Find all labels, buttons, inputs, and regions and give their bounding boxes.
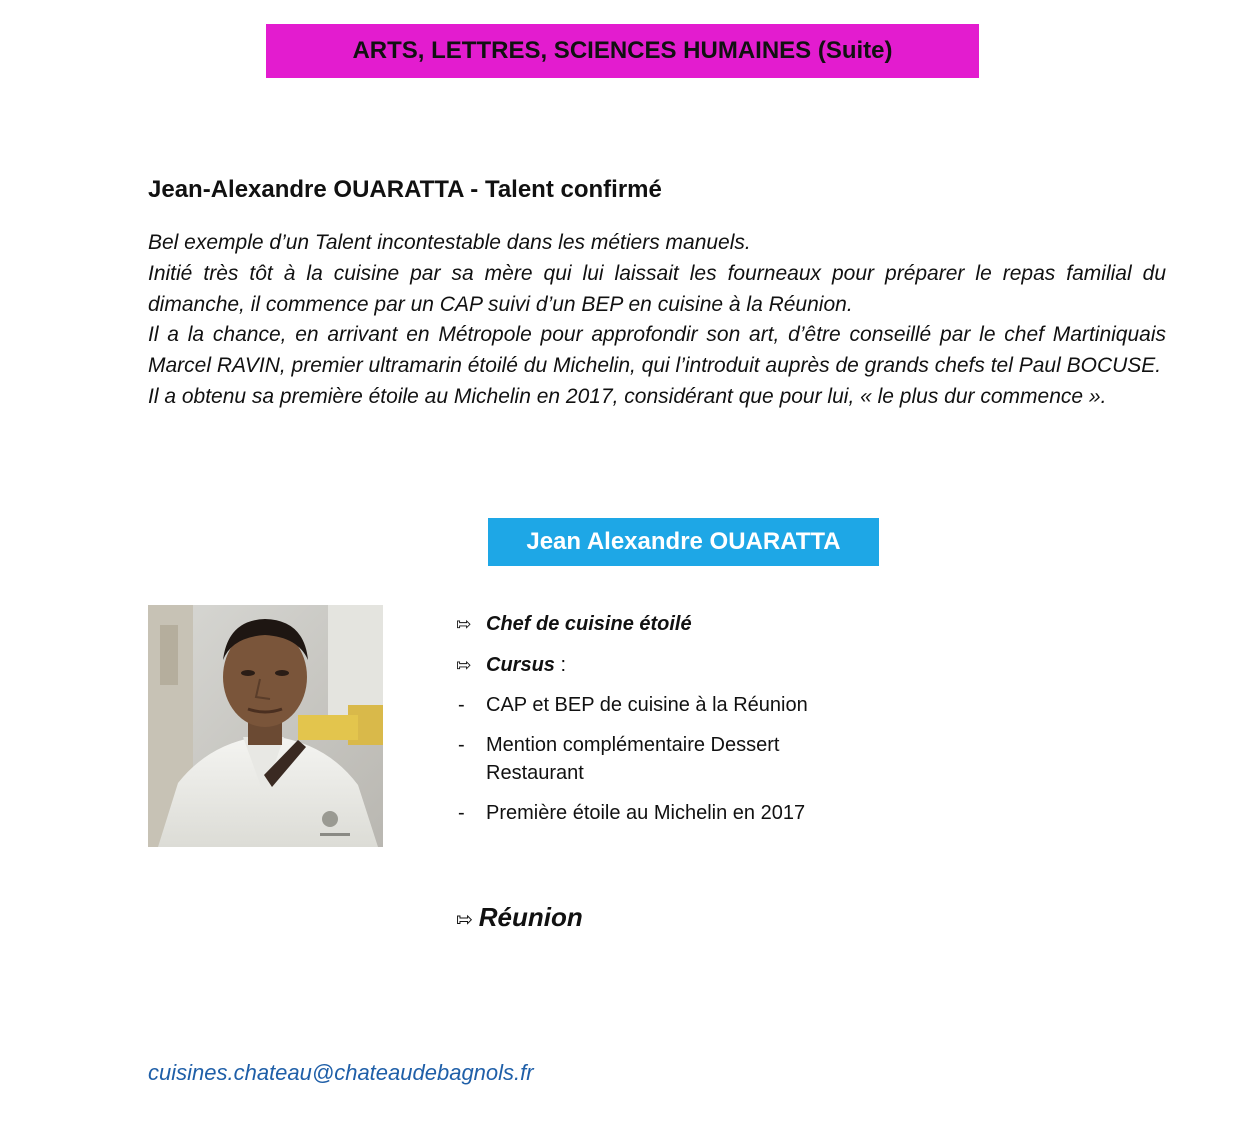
- role-item: [456, 610, 876, 638]
- article-paragraph: Initié très tôt à la cuisine par sa mère qui lui laissait les fourneaux pour préparer le repas familial du dimanche, il commence par un CAP suivi d’un BEP en cuisine à la Réunion.: [148, 261, 1166, 316]
- hollow-arrow-icon: ⇰: [456, 909, 473, 931]
- cursus-suffix: :: [554, 654, 567, 676]
- course-list-item: [456, 691, 876, 719]
- section-banner: [266, 24, 979, 78]
- article-body: [148, 228, 1166, 413]
- course-text: Mention complémentaire Dessert Restaurant: [486, 734, 780, 784]
- profile-name: Jean Alexandre OUARATTA: [526, 528, 841, 555]
- contact-email-link[interactable]: cuisines.chateau@chateaudebagnols.fr: [148, 1060, 534, 1085]
- chef-portrait-photo: [148, 605, 383, 847]
- dash-bullet: -: [458, 734, 465, 756]
- region-text: Réunion: [478, 902, 583, 932]
- cursus-heading: [456, 651, 876, 679]
- article-paragraph: Bel exemple d’un Talent incontestable dans les métiers manuels.: [148, 231, 751, 254]
- cursus-label: Cursus: [486, 654, 555, 676]
- article-title: Jean-Alexandre OUARATTA - Talent confirmé: [148, 176, 662, 203]
- article-paragraph: Il a la chance, en arrivant en Métropole pour approfondir son art, d’être conseillé par le chef Martiniquais Marcel RAVIN, premier ultramarin étoilé du Michelin, qui l’introduit auprès de grands chefs tel Paul BOCUSE.: [148, 323, 1166, 378]
- hollow-arrow-icon: ⇰: [456, 614, 472, 634]
- profile-name-box: [488, 518, 879, 566]
- dash-bullet: -: [458, 802, 465, 824]
- profile-info: [456, 610, 876, 839]
- course-list-item: [456, 799, 876, 827]
- hollow-arrow-icon: ⇰: [456, 655, 472, 675]
- region-line: [456, 900, 583, 937]
- course-text: Première étoile au Michelin en 2017: [486, 802, 806, 824]
- course-text: CAP et BEP de cuisine à la Réunion: [486, 694, 808, 716]
- dash-bullet: -: [458, 694, 465, 716]
- section-banner-text: ARTS, LETTRES, SCIENCES HUMAINES (Suite): [352, 37, 893, 64]
- course-list-item: [456, 731, 876, 787]
- article-paragraph: Il a obtenu sa première étoile au Michelin en 2017, considérant que pour lui, « le plus dur commence ».: [148, 384, 1107, 408]
- role-text: Chef de cuisine étoilé: [486, 613, 692, 635]
